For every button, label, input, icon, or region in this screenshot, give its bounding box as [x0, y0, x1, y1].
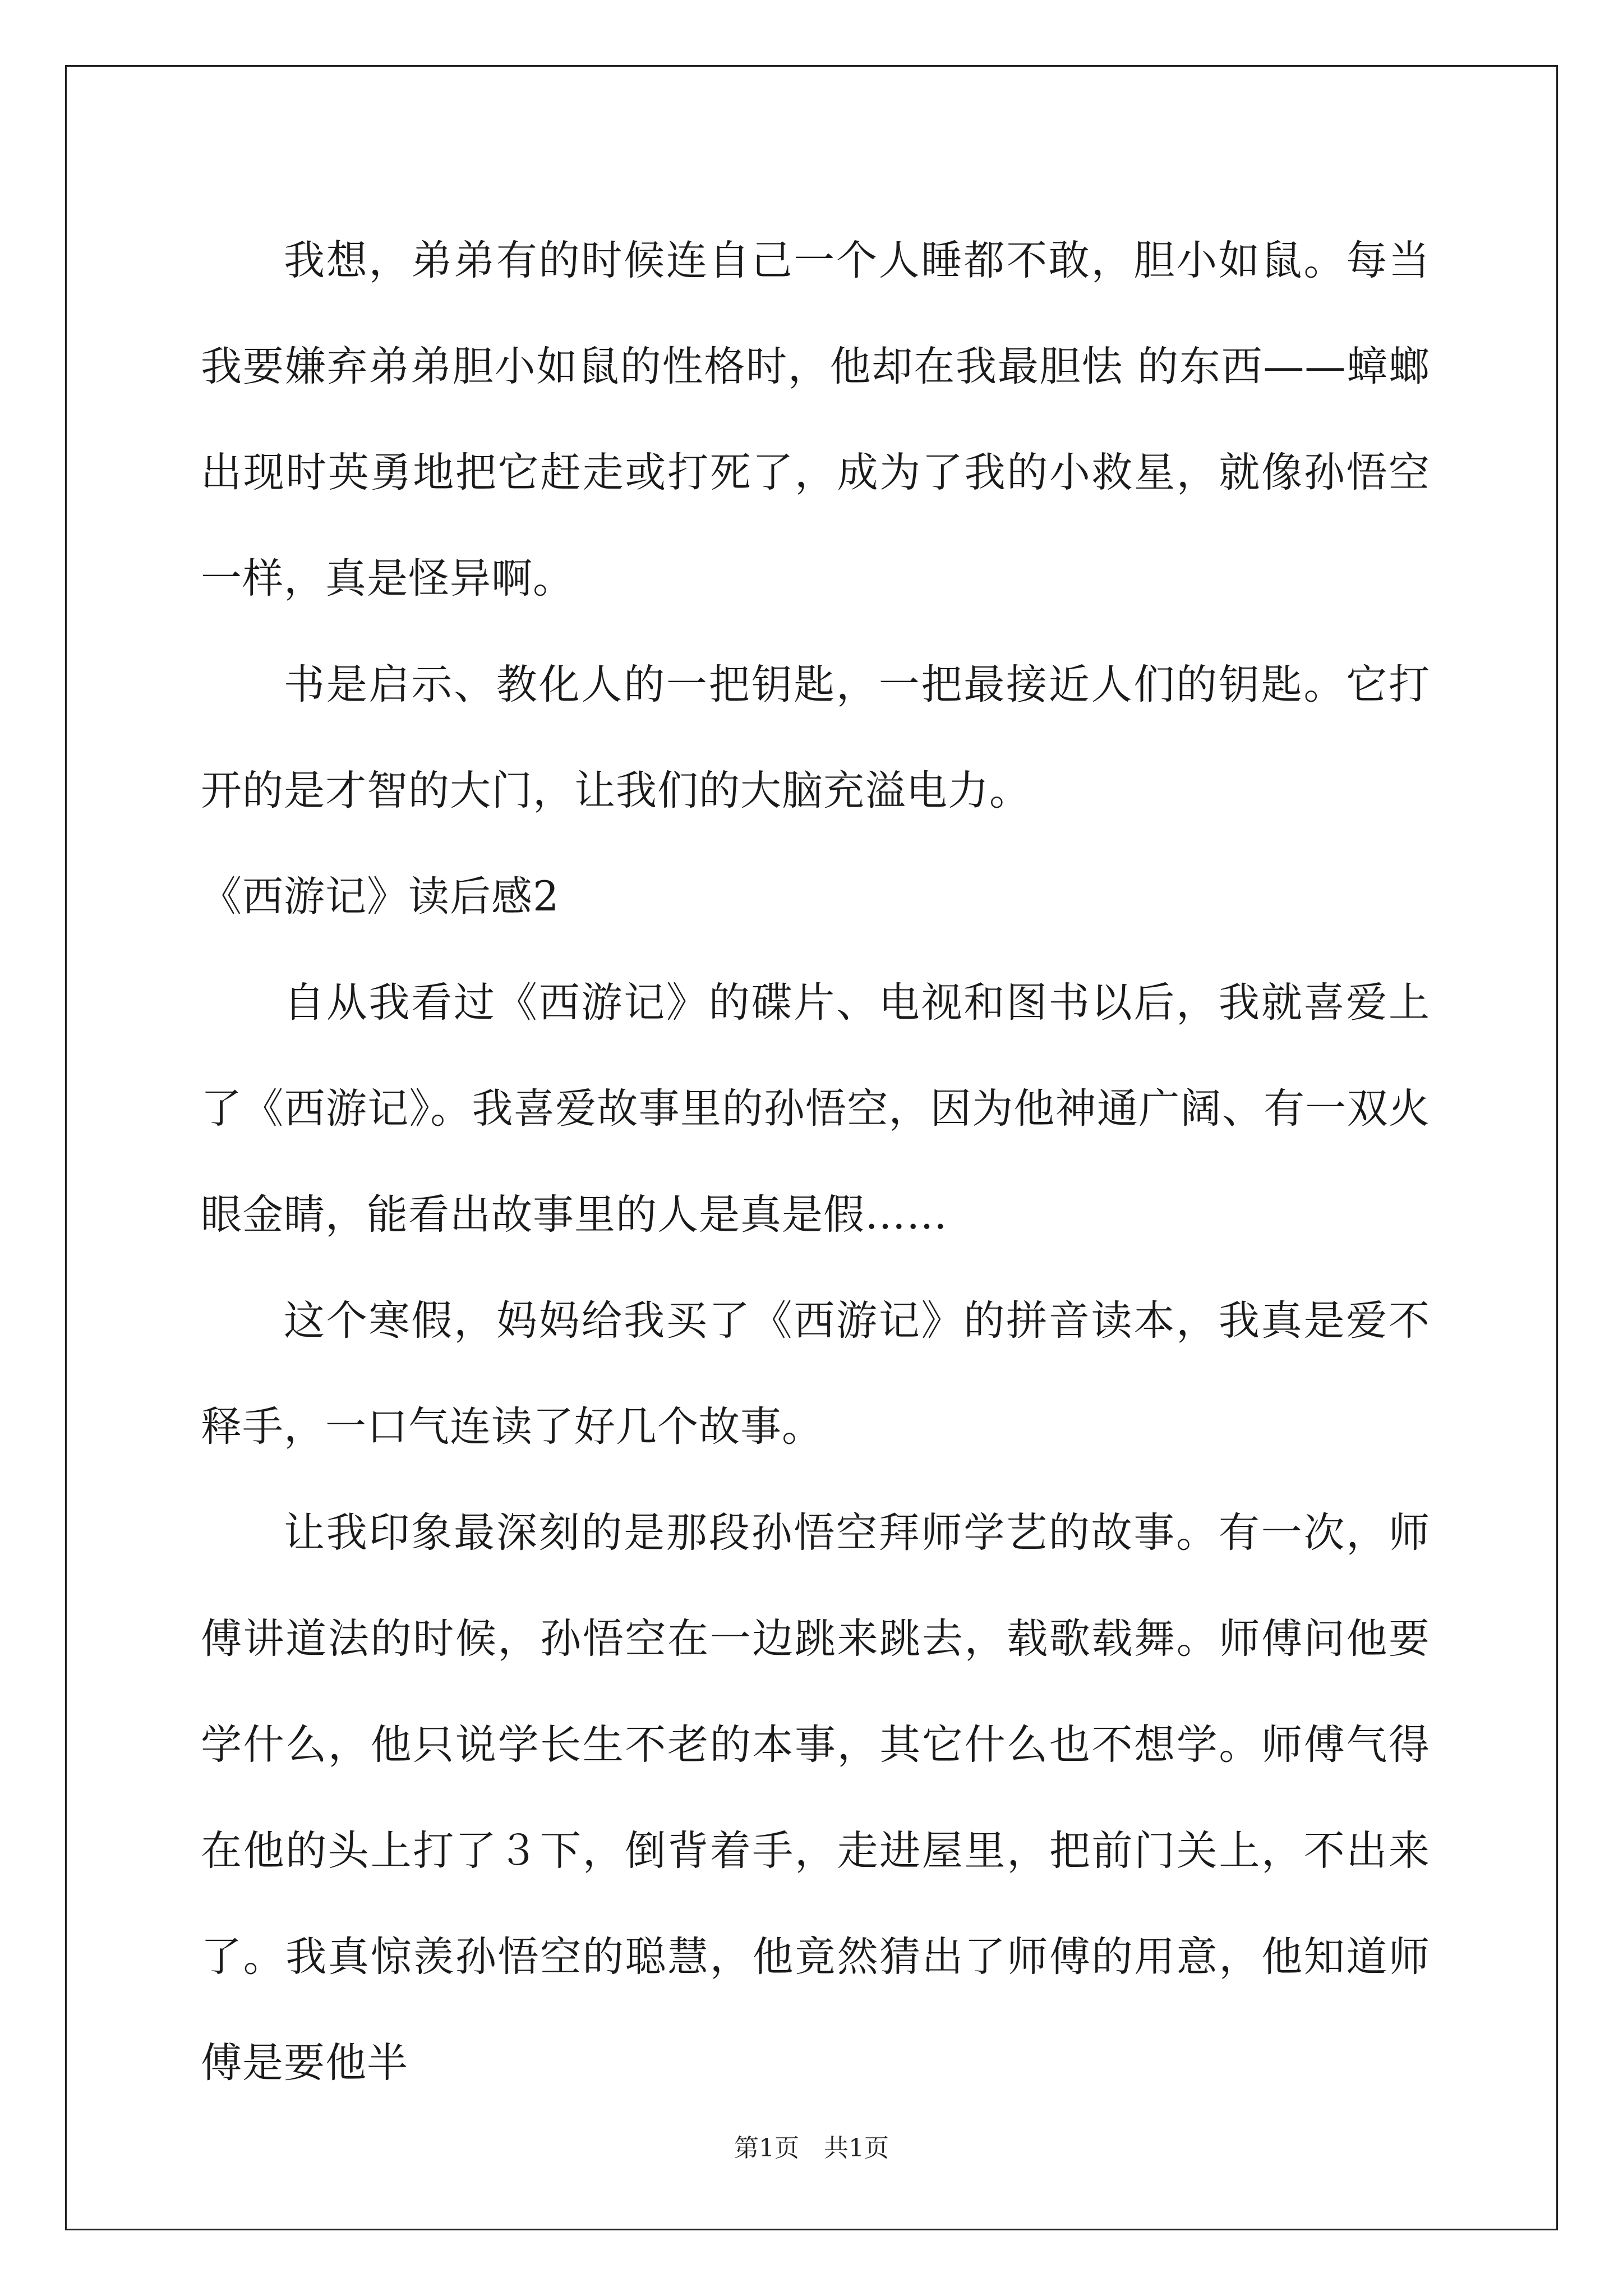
document-body — [201, 208, 1430, 2116]
paragraph-master-story: 让我印象最深刻的是那段孙悟空拜师学艺的故事。有一次，师傅讲道法的时候，孙悟空在一边跳来跳去，载歌载舞。师傅问他要学什么，他只说学长生不老的本事，其它什么也不想学。师傅气得在他的头上打了３下，倒背着手，走进屋里，把前门关上，不出来了。我真惊羡孙悟空的聪慧，他竟然猜出了师傅的用意，他知道师傅是要他半 — [201, 1509, 1430, 2087]
paragraph-winter-break: 这个寒假，妈妈给我买了《西游记》的拼音读本，我真是爱不释手，一口气连读了好几个故事。 — [201, 1297, 1430, 1451]
page-footer — [0, 2132, 1623, 2165]
paragraph-brother: 我想，弟弟有的时候连自己一个人睡都不敢，胆小如鼠。每当我要嫌弃弟弟胆小如鼠的性格时，他却在我最胆怯 的东西——蟑螂出现时英勇地把它赶走或打死了，成为了我的小救星，就像孙悟空一样，真是怪异啊。 — [201, 237, 1430, 602]
paragraph-love-journey: 自从我看过《西游记》的碟片、电视和图书以后，我就喜爱上了《西游记》。我喜爱故事里的孙悟空，因为他神通广阔、有一双火眼金睛，能看出故事里的人是真是假…… — [201, 979, 1430, 1239]
section-title: 《西游记》读后感2 — [201, 873, 560, 921]
page-total: 共1页 — [824, 2134, 889, 2162]
page-number: 第1页 — [734, 2134, 799, 2162]
paragraph-book-key: 书是启示、教化人的一把钥匙，一把最接近人们的钥匙。它打开的是才智的大门，让我们的大脑充溢电力。 — [201, 661, 1430, 815]
